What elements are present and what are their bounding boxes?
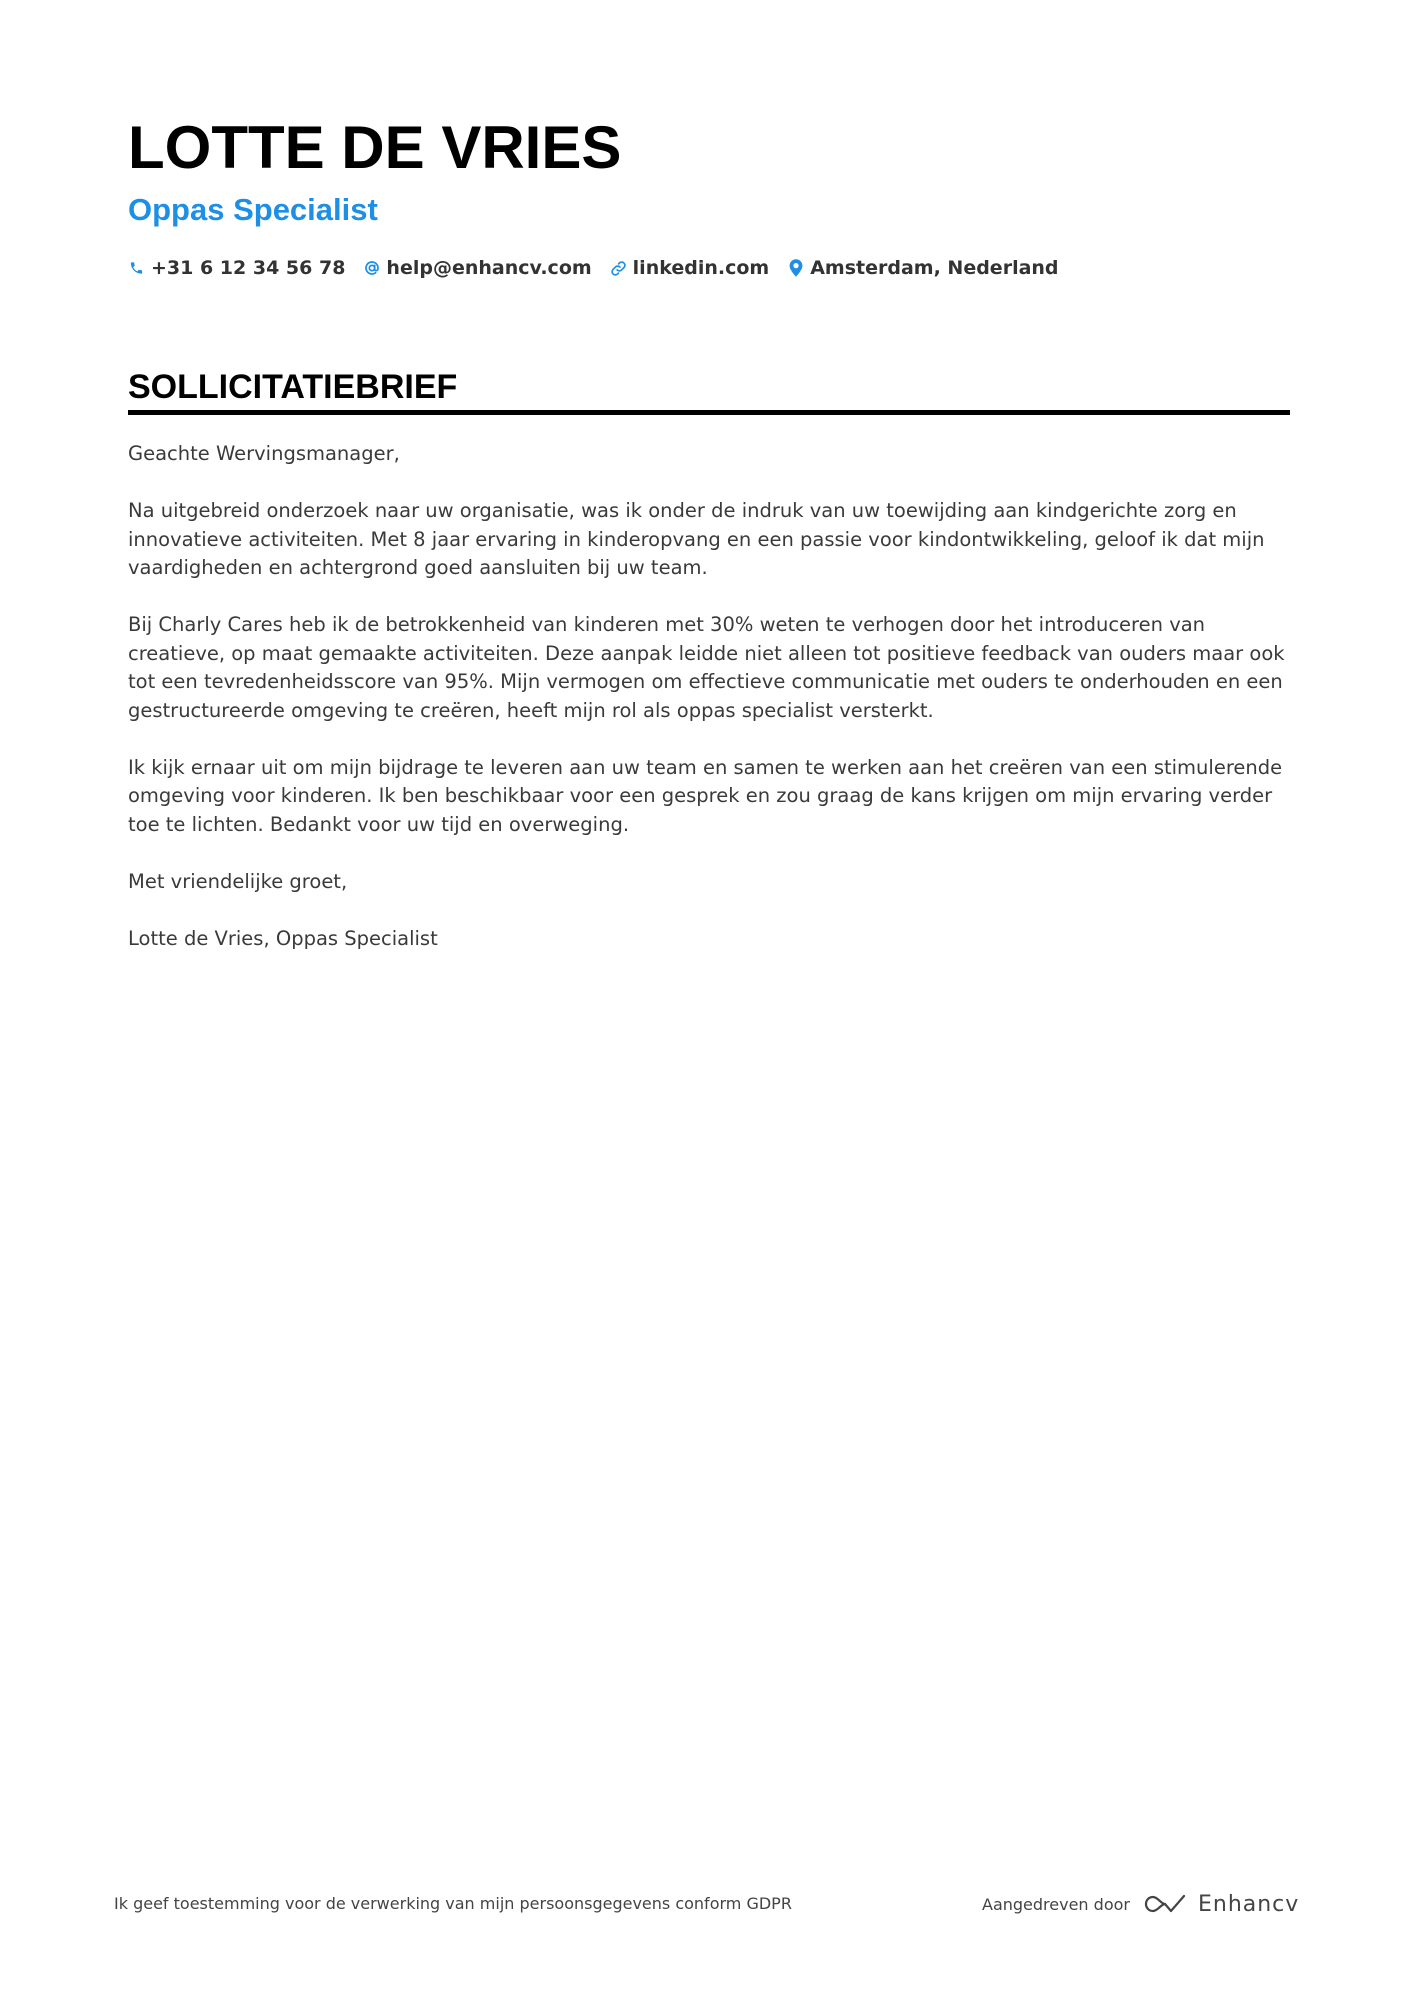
- enhancv-logo-icon: [1142, 1892, 1188, 1916]
- contact-linkedin-text: linkedin.com: [632, 257, 770, 279]
- contact-phone-text: +31 6 12 34 56 78: [151, 257, 346, 279]
- letter-salutation: Geachte Wervingsmanager,: [128, 442, 400, 465]
- enhancv-brand-name: Enhancv: [1197, 1891, 1300, 1917]
- contact-location: [787, 257, 1058, 279]
- phone-icon: [128, 258, 145, 278]
- letter-paragraph: Na uitgebreid onderzoek naar uw organisatie, was ik onder de indruk van uw toewijding aan kindgerichte zorg en innovatieve activiteiten. Met 8 jaar ervaring in kinderopvang en een passie voor kindontwikkeling, geloof ik dat mijn vaardigheden en achtergrond goed aansluiten bij uw team.: [128, 499, 1265, 579]
- location-pin-icon: [787, 258, 804, 278]
- powered-by[interactable]: [982, 1888, 1299, 1920]
- contact-email-text: help@enhancv.com: [386, 257, 592, 279]
- powered-by-label: Aangedreven door: [982, 1894, 1130, 1914]
- letter-paragraph: Bij Charly Cares heb ik de betrokkenheid van kinderen met 30% weten te verhogen door het introduceren van creatieve, op maat gemaakte activiteiten. Deze aanpak leidde niet alleen tot positieve feedback van ouders maar ook tot een tevredenheidsscore van 95%. Mijn vermogen om effectieve communicatie met ouders te onderhouden en een gestructureerde omgeving te creëren, heeft mijn rol als oppas specialist versterkt.: [128, 613, 1285, 722]
- candidate-role: Oppas Specialist: [128, 192, 378, 227]
- link-icon: [610, 258, 627, 278]
- gdpr-consent: Ik geef toestemming voor de verwerking van mijn persoonsgegevens conform GDPR: [114, 1894, 792, 1913]
- contact-bar: [128, 254, 1077, 282]
- section-divider: [128, 410, 1290, 415]
- contact-email[interactable]: [363, 257, 591, 279]
- letter-body: [128, 440, 1296, 982]
- contact-linkedin[interactable]: [610, 257, 770, 279]
- candidate-name: LOTTE DE VRIES: [128, 114, 622, 181]
- contact-phone[interactable]: [128, 257, 345, 279]
- section-title: SOLLICITATIEBRIEF: [128, 368, 458, 406]
- contact-location-text: Amsterdam, Nederland: [810, 257, 1059, 279]
- letter-signature: Lotte de Vries, Oppas Specialist: [128, 926, 438, 950]
- letter-paragraph: Ik kijk ernaar uit om mijn bijdrage te leveren aan uw team en samen te werken aan het creëren van een stimulerende omgeving voor kinderen. Ik ben beschikbaar voor een gesprek en zou graag de kans krijgen om mijn ervaring verder toe te lichten. Bedankt voor uw tijd en overweging.: [128, 755, 1283, 836]
- letter-closing: Met vriendelijke groet,: [128, 869, 348, 893]
- at-icon: [363, 258, 380, 278]
